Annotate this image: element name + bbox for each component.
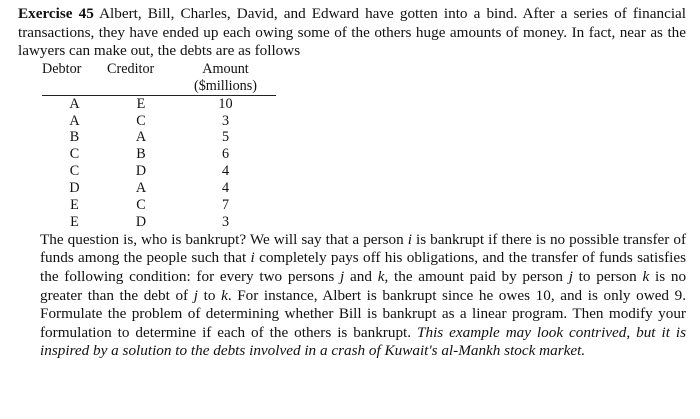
amount-cell: 5: [221, 129, 230, 146]
creditor-cell: E: [136, 95, 146, 112]
body-text-3: completely pays off his obligations, and the transfer of funds satisfies the following condition: for every two persons: [40, 249, 687, 286]
debts-table: [42, 61, 276, 231]
amount-cell: 7: [221, 197, 230, 214]
var-i-2: i: [250, 249, 255, 267]
amount-cell: 10: [218, 95, 233, 112]
debtor-cell: C: [69, 163, 80, 180]
var-j-3: j: [193, 286, 198, 304]
table-body: [42, 95, 276, 231]
body-text-7: is no greater than the debt of: [40, 268, 687, 304]
table-row: [42, 129, 276, 146]
var-k-1: k: [377, 268, 385, 286]
header-creditor: Creditor: [107, 60, 155, 77]
table-row: [42, 214, 276, 231]
header-amount: Amount: [202, 60, 249, 77]
amount-cell: 6: [221, 146, 230, 163]
table-row: [42, 113, 276, 130]
exercise-intro-text: Albert, Bill, Charles, David, and Edward have gotten into a bind. After a series of financial transactions, they have ended up each owing some of the others huge amounts of money. In fact, near as the lawyers can make out, the debts are as follows: [18, 5, 687, 60]
debtor-cell: A: [69, 112, 80, 129]
creditor-cell: B: [136, 146, 146, 163]
italic-note: This example may look contrived, but it is inspired by a solution to the debts involved in a crash of Kuwait's al-Mankh stock market.: [40, 323, 686, 360]
debtor-cell: D: [69, 180, 80, 197]
amount-cell: 3: [221, 213, 230, 230]
amount-cell: 4: [221, 180, 230, 197]
body-text-5: , the amount paid by person: [384, 268, 563, 286]
amount-cell: 4: [221, 163, 230, 180]
table-row: [42, 180, 276, 197]
body-text-2: is bankrupt if there is no possible transfer of funds among the people such that: [40, 230, 687, 267]
header-debtor: Debtor: [42, 60, 82, 77]
var-j-1: j: [340, 268, 345, 286]
creditor-cell: C: [136, 197, 146, 214]
header-blank-2: [107, 78, 175, 95]
body-text-8: to: [203, 286, 216, 304]
var-i-1: i: [407, 230, 412, 248]
header-blank-1: [42, 78, 107, 95]
creditor-cell: A: [135, 129, 147, 146]
table-header-row: [42, 61, 276, 78]
table-row: [42, 197, 276, 214]
var-k-3: k: [221, 286, 228, 304]
debts-table-wrap: [42, 61, 292, 231]
debtor-cell: B: [69, 129, 80, 146]
body-text-4: and: [350, 268, 372, 286]
creditor-cell: D: [135, 163, 147, 180]
exercise-label: Exercise 45: [18, 5, 94, 22]
body-paragraph: [18, 231, 686, 361]
header-amount-unit: ($millions): [175, 78, 276, 95]
table-header-unit-row: [42, 78, 276, 95]
creditor-cell: D: [135, 213, 147, 230]
creditor-cell: A: [135, 180, 147, 197]
debtor-cell: C: [69, 146, 80, 163]
var-k-2: k: [642, 268, 650, 286]
exercise-intro: [18, 5, 686, 61]
creditor-cell: C: [136, 112, 146, 129]
table-row: [42, 95, 276, 112]
body-text-1: The question is, who is bankrupt? We will say that a person: [40, 230, 404, 248]
debtor-cell: A: [69, 95, 80, 112]
table-row: [42, 163, 276, 180]
debtor-cell: E: [70, 213, 79, 230]
amount-cell: 3: [221, 112, 230, 129]
body-text-9: . For instance, Albert is bankrupt since he owes 10, and is only owed 9. Formulate the problem of determining whether Bill is bankrupt as a linear program. Then modify your formulation to determine if each of the others is bankrupt.: [40, 286, 687, 341]
body-text-6: to person: [578, 268, 637, 286]
table-row: [42, 146, 276, 163]
debtor-cell: E: [70, 197, 79, 214]
var-j-2: j: [568, 268, 573, 286]
